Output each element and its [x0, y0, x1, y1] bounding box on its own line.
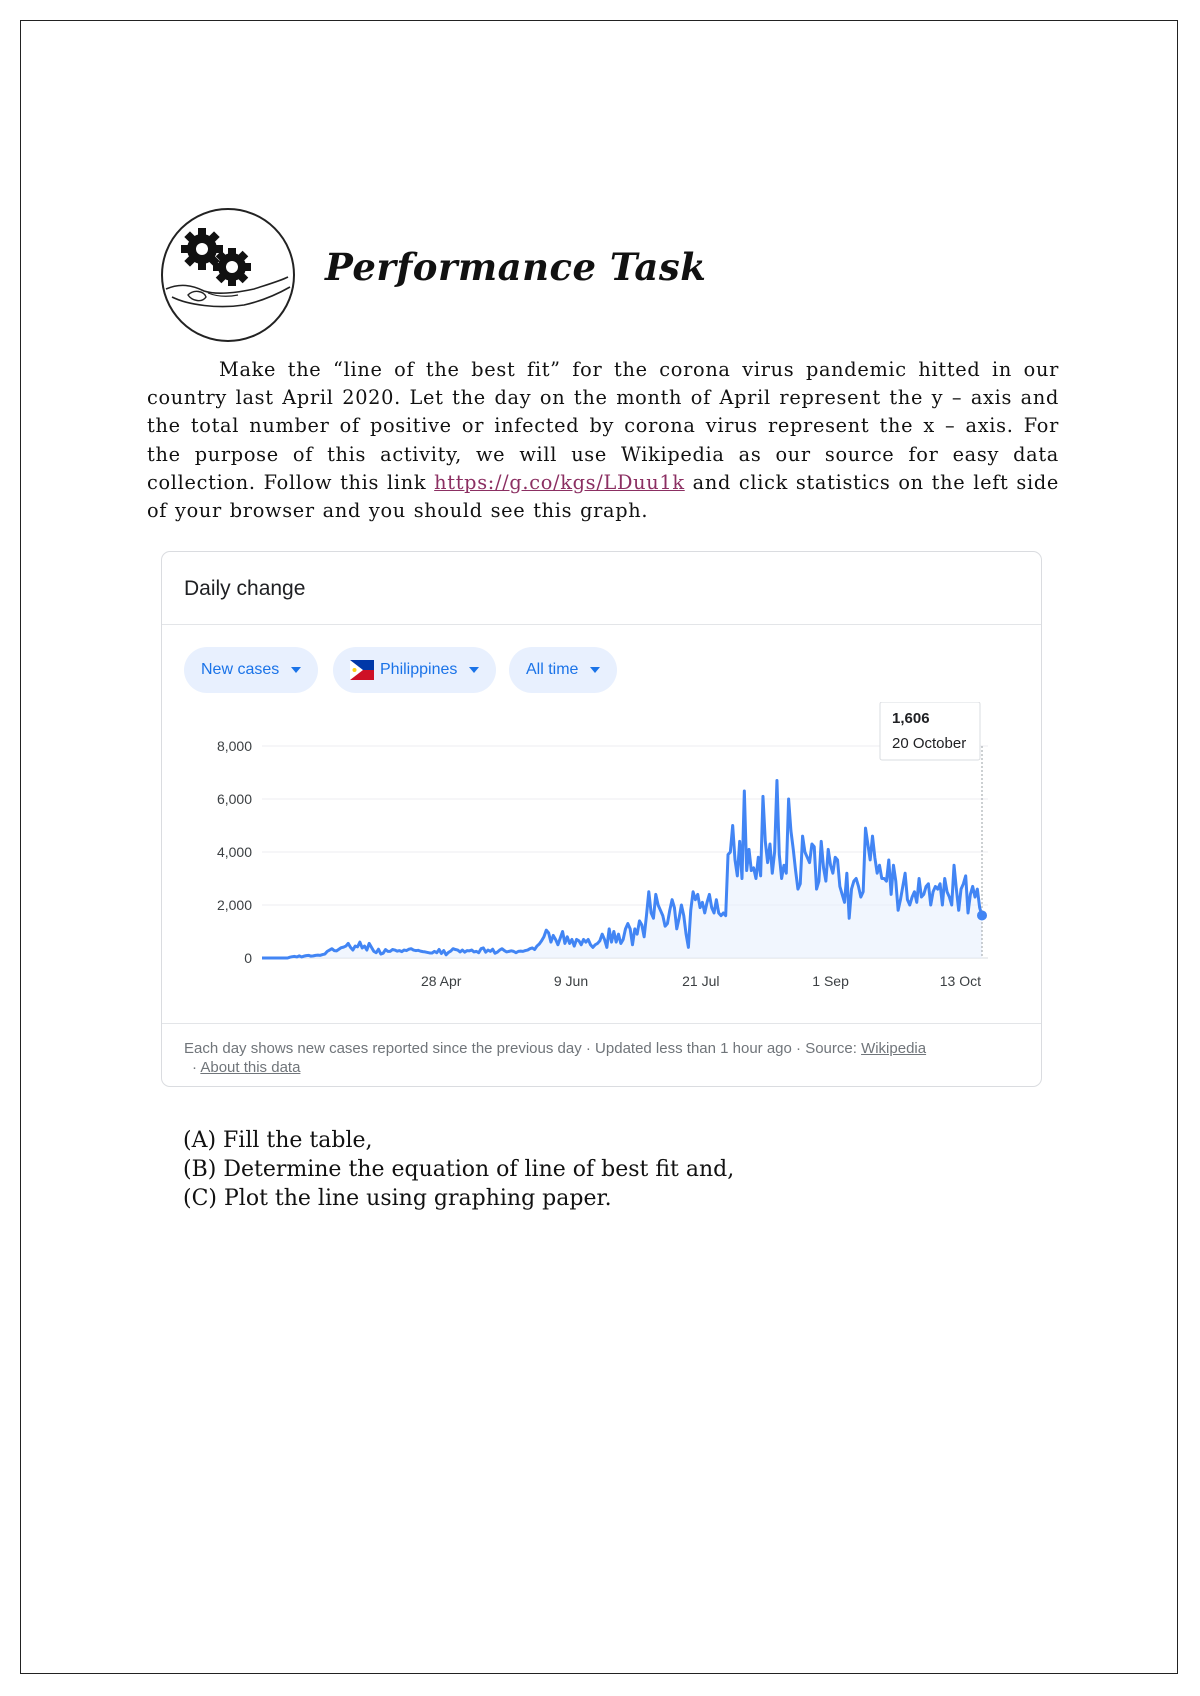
y-tick-label: 2,000	[216, 897, 252, 913]
y-tick-label: 6,000	[216, 791, 252, 807]
card-divider	[162, 624, 1041, 625]
caret-down-icon	[291, 667, 301, 673]
footnote-separator: ·	[192, 1059, 197, 1076]
intro-paragraph	[147, 356, 1059, 525]
y-tick-label: 4,000	[216, 844, 252, 860]
about-data-link[interactable]: About this data	[200, 1059, 301, 1076]
question-c: (C) Plot the line using graphing paper.	[183, 1186, 612, 1211]
footnote-text: Each day shows new cases reported since the previous day · Updated less than 1 hour ago · Source:	[184, 1040, 862, 1057]
philippines-flag-icon	[350, 658, 374, 682]
caret-down-icon	[590, 667, 600, 673]
country-label: Philippines	[380, 661, 458, 678]
intro-text-2: and click statistics on the left side of your browser and you should see this graph.	[147, 470, 1060, 523]
x-tick-label: 28 Apr	[420, 973, 462, 989]
tooltip-date: 20 October	[892, 735, 967, 752]
question-a: (A) Fill the table,	[183, 1128, 373, 1153]
time-range-dropdown[interactable]	[509, 647, 617, 693]
x-tick-label: 1 Sep	[812, 973, 849, 989]
chart-footnote	[184, 1039, 1024, 1077]
card-title: Daily change	[184, 577, 306, 600]
x-tick-label: 21 Jul	[682, 973, 720, 989]
footer-divider	[162, 1023, 1041, 1024]
daily-cases-chart	[162, 702, 1043, 1022]
x-tick-label: 9 Jun	[553, 973, 589, 989]
area-fill	[262, 780, 982, 958]
new-cases-dropdown[interactable]	[184, 647, 318, 693]
daily-change-card	[161, 551, 1042, 1087]
hover-point	[977, 910, 987, 920]
source-link[interactable]: https://g.co/kgs/LDuu1k	[434, 470, 685, 494]
new-cases-label: New cases	[201, 661, 280, 678]
country-dropdown[interactable]	[333, 647, 496, 693]
gears-on-hand-icon	[158, 205, 298, 345]
time-range-label: All time	[526, 661, 579, 678]
intro-text-1: Make the “line of the best fit” for the corona virus pandemic hitted in our country last April 2020. Let the day on the month of April represent the y – axis and the total number of positive or infected by corona virus represent the x – axis. For the purpose of this activity, we will use Wikipedia as our source for easy data collection. Follow this link	[147, 358, 1059, 494]
y-tick-label: 0	[244, 950, 252, 966]
caret-down-icon	[469, 667, 479, 673]
question-b: (B) Determine the equation of line of best fit and,	[183, 1157, 735, 1182]
tooltip-value: 1,606	[892, 710, 930, 727]
x-tick-label: 13 Oct	[939, 973, 981, 989]
y-tick-label: 8,000	[216, 738, 252, 754]
questions-list	[183, 1126, 734, 1213]
wikipedia-link[interactable]: Wikipedia	[861, 1040, 927, 1057]
task-title: Performance Task	[325, 245, 707, 289]
